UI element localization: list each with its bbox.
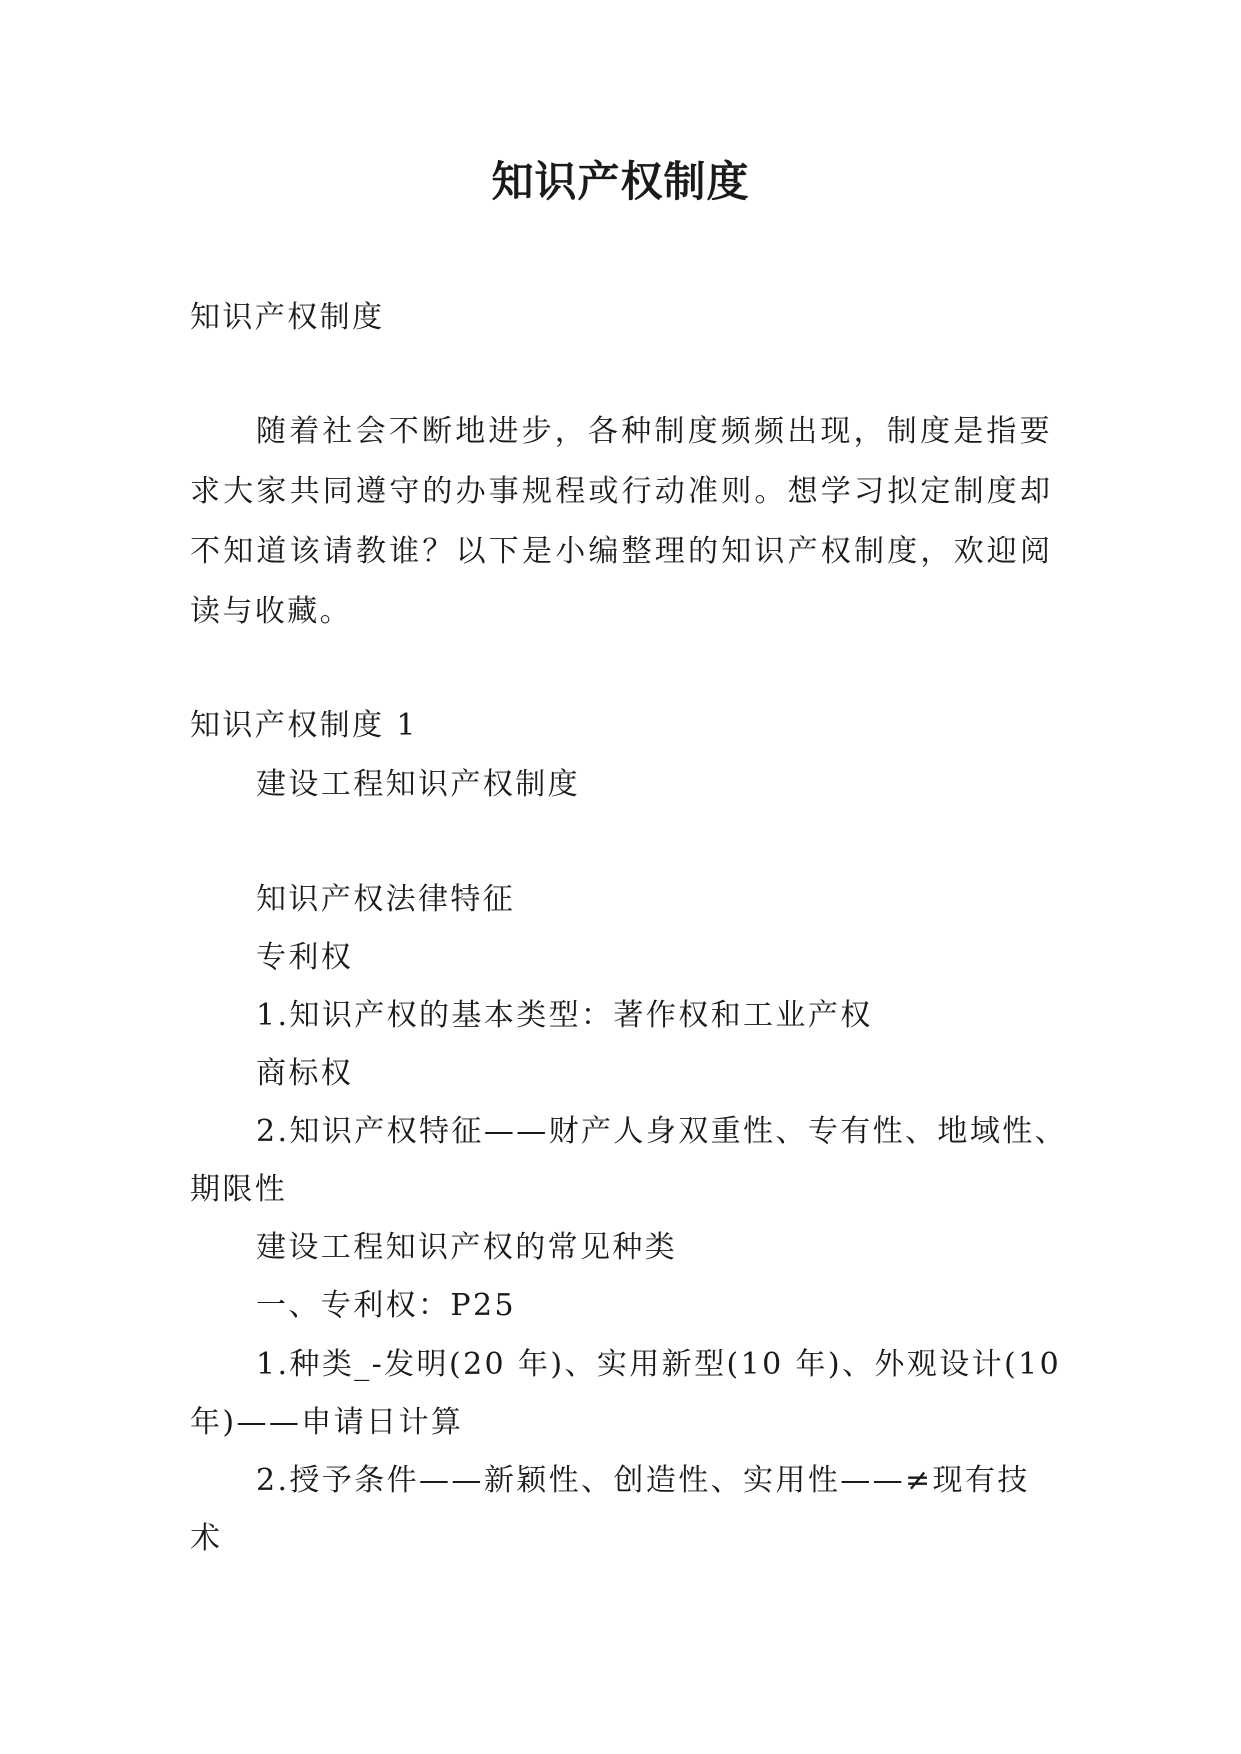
intro-line-1: 随着社会不断地进步，各种制度频频出现，制度是指要 bbox=[256, 414, 1053, 449]
list-item: 知识产权法律特征 bbox=[256, 882, 516, 917]
intro-line-2: 求大家共同遵守的办事规程或行动准则。想学习拟定制度却 bbox=[190, 474, 1054, 509]
list-item: 1.知识产权的基本类型：著作权和工业产权 bbox=[256, 998, 873, 1033]
list-item: 一、专利权：P25 bbox=[256, 1288, 516, 1323]
list-item: 2.知识产权特征——财产人身双重性、专有性、地域性、 bbox=[256, 1114, 1068, 1149]
list-item: 1.种类_-发明(20 年)、实用新型(10 年)、外观设计(10 bbox=[256, 1347, 1062, 1382]
section-subheading: 建设工程知识产权制度 bbox=[256, 767, 580, 802]
list-item: 专利权 bbox=[256, 940, 354, 975]
intro-line-3: 不知道该请教谁？以下是小编整理的知识产权制度，欢迎阅 bbox=[190, 534, 1054, 569]
document-subtitle: 知识产权制度 bbox=[190, 300, 385, 335]
list-item: 商标权 bbox=[256, 1056, 354, 1091]
list-item: 术 bbox=[190, 1521, 223, 1556]
list-item: 建设工程知识产权的常见种类 bbox=[256, 1230, 678, 1265]
list-item: 期限性 bbox=[190, 1172, 288, 1207]
intro-line-4: 读与收藏。 bbox=[190, 594, 352, 629]
section-heading: 知识产权制度 1 bbox=[190, 708, 418, 743]
document-title: 知识产权制度 bbox=[491, 157, 750, 206]
list-item: 年)——申请日计算 bbox=[190, 1405, 464, 1440]
list-item: 2.授予条件——新颖性、创造性、实用性——≠现有技 bbox=[256, 1463, 1030, 1498]
